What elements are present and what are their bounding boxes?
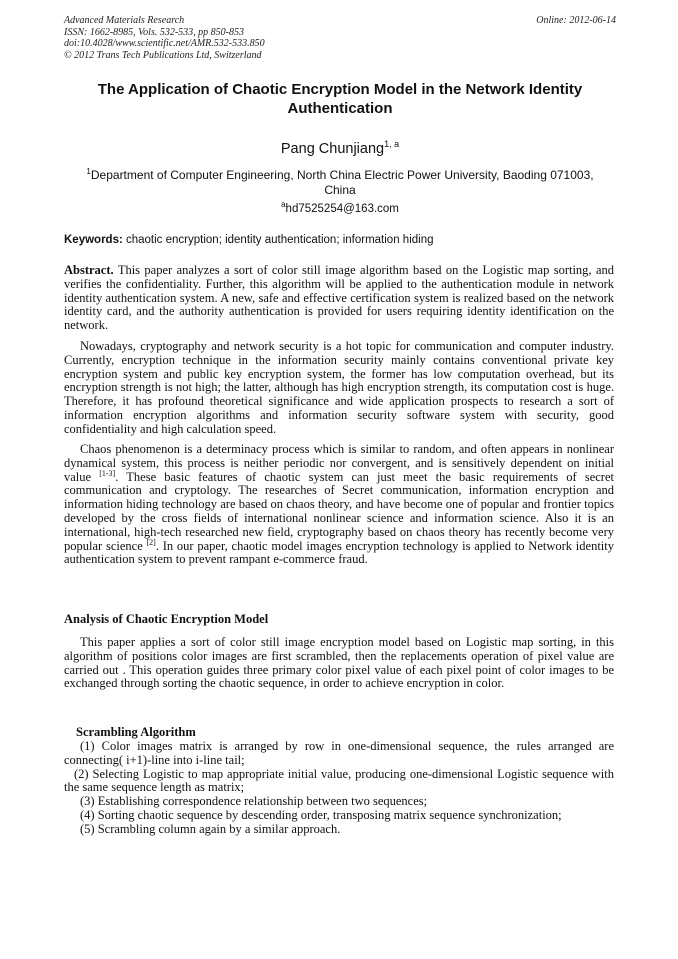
abstract-label: Abstract. [64,263,114,277]
keywords [64,234,616,246]
keywords-text: chaotic encryption; identity authentication; information hiding [126,234,434,246]
citation-1-3: [1-3] [99,468,116,478]
subsection-heading: Scrambling Algorithm [76,725,196,739]
abstract-text: This paper analyzes a sort of color still image algorithm based on the Logistic map sorting, and verifies the confidentiality. Further, this algorithm will be applied to the authentication module in network identity authentication system. A new, safe and effective certification system is realized based on the network identity card, and the authority authentication is provided for users requiring identity identification on the network. [64,263,614,333]
email-superscript: a [281,200,286,209]
email-line [64,200,616,215]
section-paragraph-text: This paper applies a sort of color still image encryption model based on Logistic map sorting, in this algorithm of positions color images are first scrambled, then the replacements operation of pixel value are carried out . This operation guides three primary color pixel value of each pixel point of color images to be exchanged through sorting the chaotic sequence, in order to achieve encryption in color. [64,635,614,691]
section-heading: Analysis of Chaotic Encryption Model [64,612,269,626]
author-line [64,139,616,157]
step-item: (5) Scrambling column again by a similar approach. [80,821,341,836]
author-superscript: 1, a [384,139,400,149]
step-item: (3) Establishing correspondence relationship between two sequences; [80,794,428,809]
intro-paragraph-1 [64,340,614,437]
author-name: Pang Chunjiang [280,140,385,157]
paper-title: The Application of Chaotic Encryption Model in the Network Identity Authentication [97,81,583,117]
step-item: (1) Color images matrix is arranged by row in one-dimensional sequence, the rules arranged are connecting( i+1)-line into i-line tail; [64,739,614,767]
para2-text-2: . These basic features of chaotic system can just meet the basic requirements of secret communication and cryptology. The researches of Secret communication, information encryption and information hiding technology are based on chaos theory, and have become one of popular and frontier topics developed by the cross fields of international nonlinear science and information science. Also it is an international, high-tech researched new field, cryptography based on chaos theory has recently become very popular science [64,469,614,553]
affiliation-superscript: 1 [86,167,91,176]
email-address: hd7525254@163.com [285,202,399,215]
copyright-line: © 2012 Trans Tech Publications Ltd, Switzerland [64,49,262,61]
citation-2: [2] [146,537,156,547]
para2-text-3: . In our paper, chaotic model images encryption technology is applied to Network identity authentication system to prevent rampant e-commerce fraud. [64,538,614,567]
journal-header [64,15,616,61]
step-item: (4) Sorting chaotic sequence by descending order, transposing matrix sequence synchronization; [80,807,562,822]
affiliation-text: Department of Computer Engineering, North China Electric Power University, Baoding 071003, China [90,168,594,197]
journal-name: Advanced Materials Research [64,15,185,26]
step-item: (2) Selecting Logistic to map appropriate initial value, producing one-dimensional Logistic sequence with the same sequence length as matrix; [64,766,614,795]
intro-paragraph-1-text: Nowadays, cryptography and network security is a hot topic for communication and computer industry. Currently, encryption technique in the information security mainly contains conventional private key encryption system and public key encryption system, the former has low computation overhead, but its encryption strength is not high; the latter, although has high encryption strength, its computation cost is huge. Therefore, it has profound theoretical significance and wide application prospects to research a sort of information encryption algorithms and information security software system with security, good confidentiality and high calculation speed. [64,339,614,436]
scrambling-steps [64,740,614,837]
affiliation [70,164,610,198]
issn-line: ISSN: 1662-8985, Vols. 532-533, pp 850-853 [64,26,244,38]
intro-paragraph-2 [64,443,614,567]
online-date: Online: 2012-06-14 [536,15,616,26]
abstract [64,264,614,333]
keywords-label: Keywords: [64,234,123,246]
section-paragraph [64,636,614,691]
para2-text-1: Chaos phenomenon is a determinacy process which is similar to random, and often appears in nonlinear dynamical system, this process is neither periodic nor convergent, and is sensitively dependent on initial value [64,442,614,484]
doi-line: doi:10.4028/www.scientific.net/AMR.532-533.850 [64,38,265,49]
